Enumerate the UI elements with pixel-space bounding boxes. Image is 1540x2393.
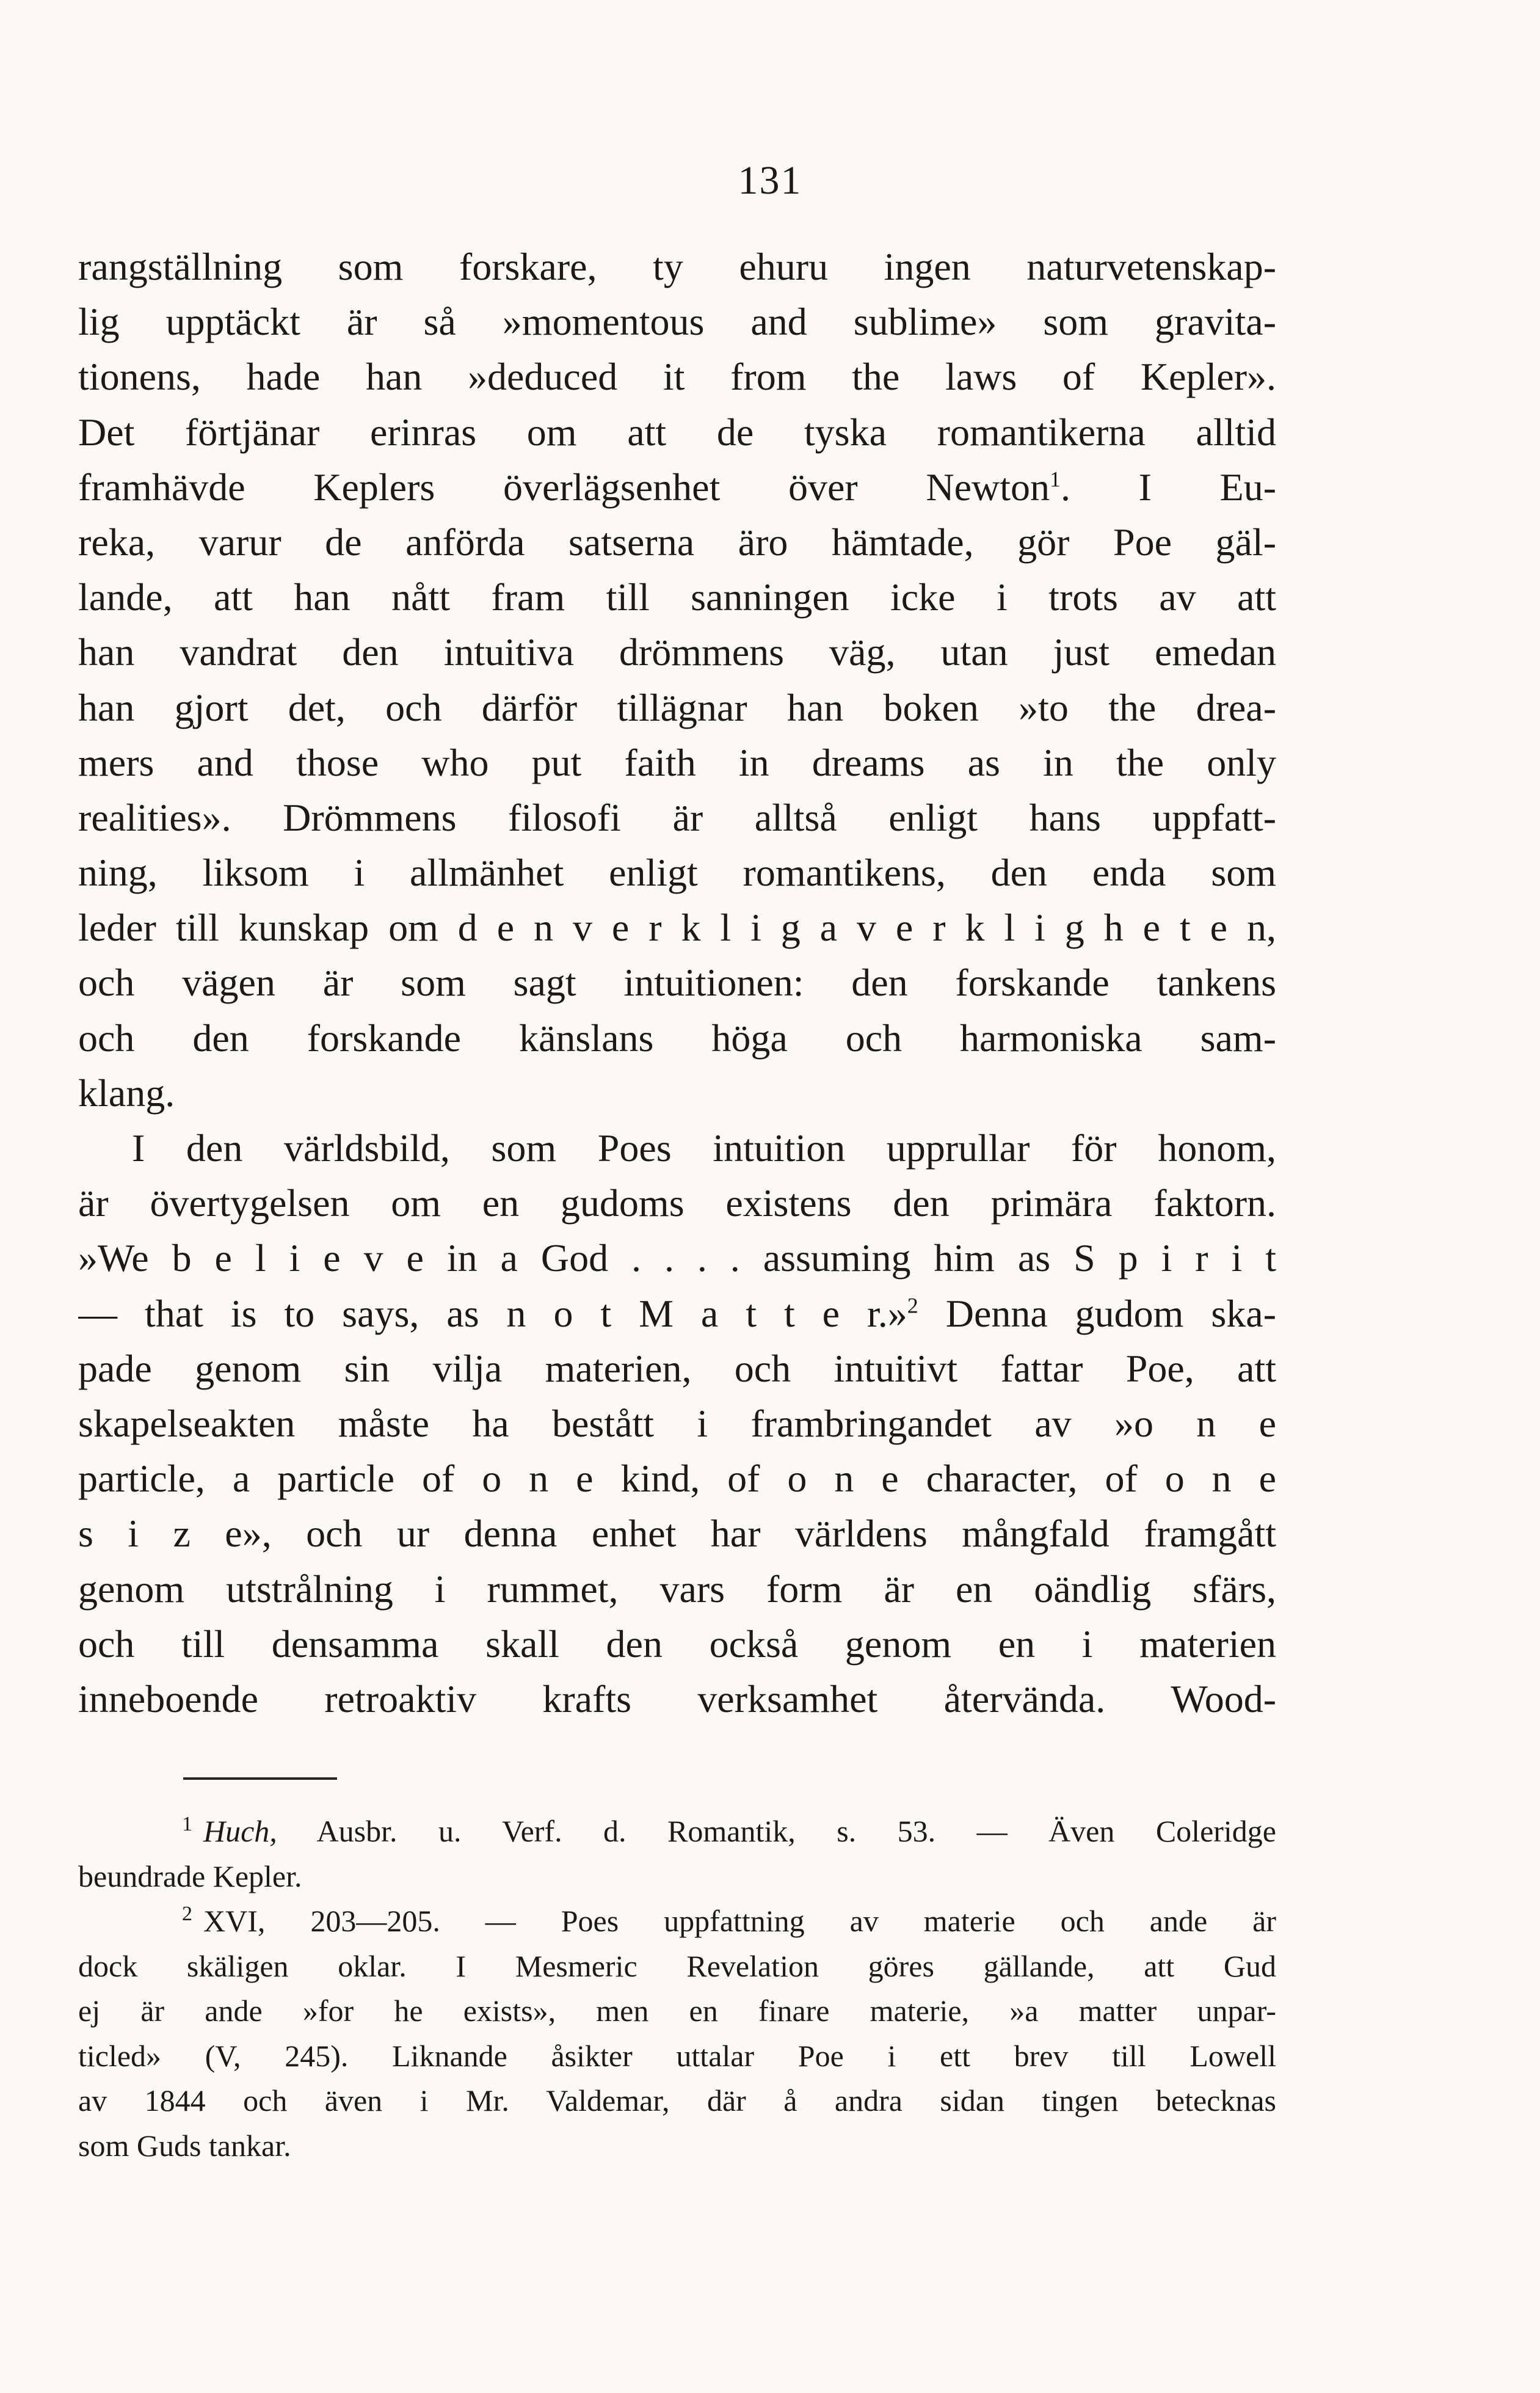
text-line: realities». Drömmens filosofi är alltså enligt hans uppfatt- — [78, 795, 1276, 839]
footnote-marker: 2 — [182, 1903, 192, 1926]
text-line: reka, varur de anförda satserna äro hämtade, gör Poe gäl- — [78, 520, 1276, 564]
page-number: 131 — [738, 158, 802, 203]
footnote-2 — [78, 1899, 1276, 1944]
footnote-line: ej är ande »for he exists», men en finare materie, »a matter unpar- — [78, 1994, 1276, 2028]
text-line: han vandrat den intuitiva drömmens väg, utan just emedan — [78, 630, 1276, 674]
footnote-marker: 1 — [182, 1813, 192, 1836]
footnote-line: beundrade Kepler. — [78, 1859, 302, 1893]
text-line: lig upptäckt är så »momentous and sublime» som gravita- — [78, 300, 1276, 344]
text-line: är övertygelsen om en gudoms existens den primära faktorn. — [78, 1181, 1276, 1225]
footnote-ref-1: 1 — [1050, 467, 1061, 492]
text-line: »We b e l i e v e in a God . . . . assuming him as S p i r i t — [78, 1236, 1276, 1280]
text-line: particle, a particle of o n e kind, of o n e character, of o n e — [78, 1457, 1276, 1501]
text-segment: — that is to says, as n o t M a t t e r.» — [78, 1291, 907, 1335]
text-line: inneboende retroaktiv krafts verksamhet återvända. Wood- — [78, 1677, 1276, 1721]
text-line: genom utstrålning i rummet, vars form är en oändlig sfärs, — [78, 1567, 1276, 1611]
footnote-text: XVI, 203—205. — Poes uppfattning av materie och ande är — [203, 1904, 1276, 1938]
text-segment: framhävde Keplers överlägsenhet över Newton — [78, 465, 1050, 509]
text-line — [78, 460, 1276, 515]
text-segment: Denna gudom ska- — [918, 1291, 1276, 1335]
footnotes — [78, 1809, 1276, 2168]
text-line: klang. — [78, 1071, 175, 1115]
text-line: s i z e», och ur denna enhet har världens mångfald framgått — [78, 1512, 1276, 1556]
text-line: han gjort det, och därför tillägnar han boken »to the drea- — [78, 685, 1276, 729]
text-line: lande, att han nått fram till sanningen icke i trots av att — [78, 575, 1276, 619]
text-line — [78, 1286, 1276, 1341]
footnote-author: Huch, — [203, 1814, 277, 1848]
text-line: Det förtjänar erinras om att de tyska romantikerna alltid — [78, 410, 1276, 454]
text-line: och vägen är som sagt intuitionen: den forskande tankens — [78, 961, 1276, 1005]
text-line: pade genom sin vilja materien, och intuitivt fattar Poe, att — [78, 1346, 1276, 1390]
text-line: leder till kunskap om d e n v e r k l i g a v e r k l i g h e t e n, — [78, 906, 1276, 950]
text-line: mers and those who put faith in dreams as in the only — [78, 740, 1276, 784]
footnote-line: ticled» (V, 245). Liknande åsikter uttalar Poe i ett brev till Lowell — [78, 2038, 1276, 2073]
footnote-line: som Guds tankar. — [78, 2128, 291, 2163]
text-line: och den forskande känslans höga och harmoniska sam- — [78, 1016, 1276, 1060]
footnote-ref-2: 2 — [907, 1293, 918, 1318]
main-text — [78, 239, 1276, 1727]
footnote-line: dock skäligen oklar. I Mesmeric Revelation göres gällande, att Gud — [78, 1948, 1276, 1983]
text-line: tionens, hade han »deduced it from the laws of Kepler». — [78, 355, 1276, 399]
text-line: I den världsbild, som Poes intuition upprullar för honom, — [132, 1126, 1276, 1170]
text-segment: . I Eu- — [1061, 465, 1276, 509]
text-line: och till densamma skall den också genom en i materien — [78, 1622, 1276, 1666]
footnote-divider — [183, 1777, 337, 1780]
text-line: rangställning som forskare, ty ehuru ingen naturvetenskap- — [78, 245, 1276, 288]
footnote-line: av 1844 och även i Mr. Valdemar, där å andra sidan tingen betecknas — [78, 2083, 1276, 2118]
text-line: skapelseakten måste ha bestått i frambringandet av »o n e — [78, 1401, 1276, 1445]
footnote-text: Ausbr. u. Verf. d. Romantik, s. 53. — Även Coleridge — [277, 1814, 1276, 1848]
footnote-1 — [78, 1809, 1276, 1854]
text-line: ning, liksom i allmänhet enligt romantikens, den enda som — [78, 851, 1276, 895]
